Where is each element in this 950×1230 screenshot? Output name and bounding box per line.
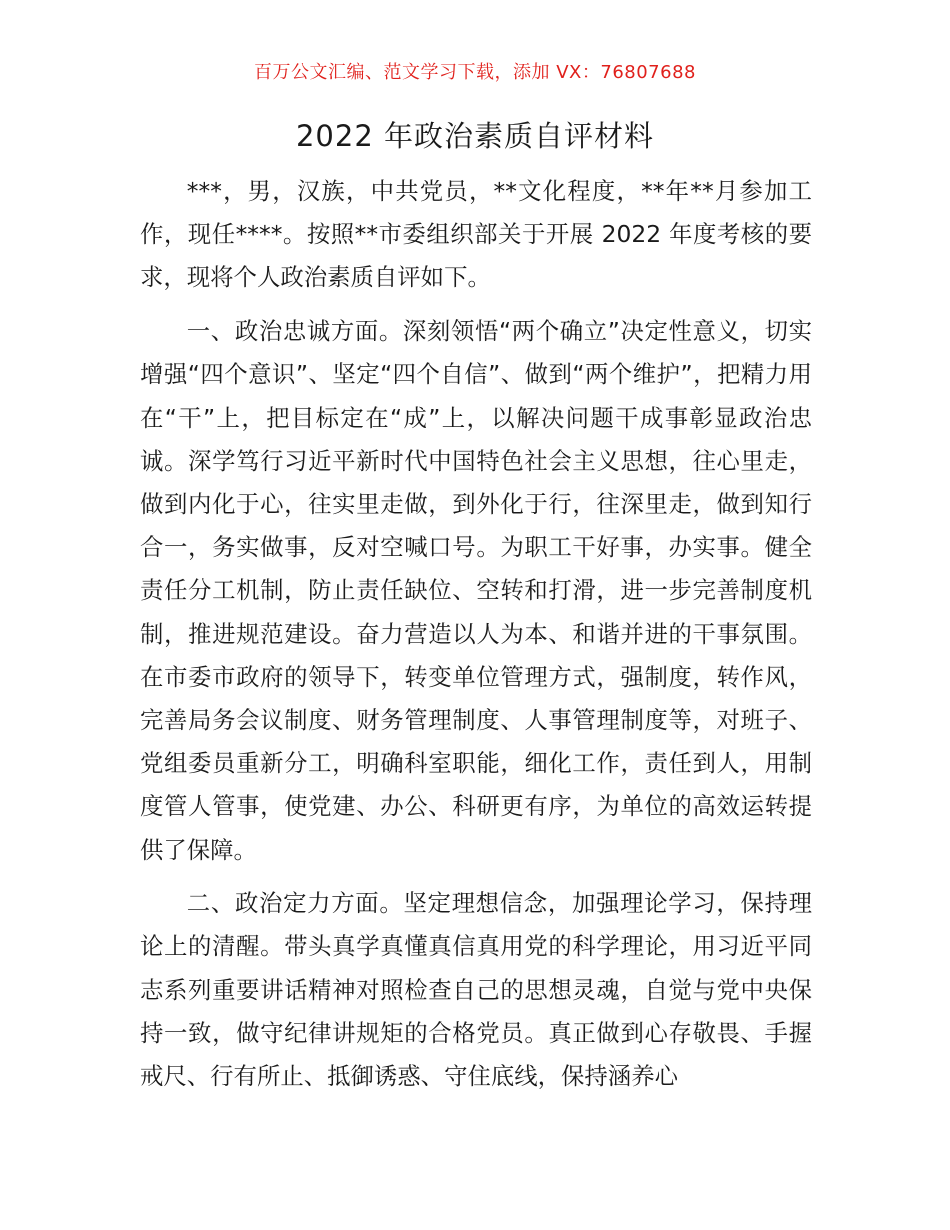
document-title: 2022 年政治素质自评材料 xyxy=(295,119,655,153)
paragraph-political-steadiness: 二、政治定力方面。坚定理想信念，加强理论学习，保持理论上的清醒。带头真学真懂真信真用党的科学理论，用习近平同志系列重要讲话精神对照检查自己的思想灵魂，自觉与党中央保持一致，做守纪律讲规矩的合格党员。真正做到心存敬畏、手握戒尺、行有所止、抵御诱惑、守住底线，保持涵养心 xyxy=(140,889,812,1091)
document-body xyxy=(140,170,812,1109)
watermark-header: 百万公文汇编、范文学习下载，添加 VX：76807688 xyxy=(254,62,696,83)
paragraph-intro: ***，男，汉族，中共党员，**文化程度，**年**月参加工作，现任****。按照**市委组织部关于开展 2022 年度考核的要求，现将个人政治素质自评如下。 xyxy=(140,177,812,292)
paragraph-political-loyalty: 一、政治忠诚方面。深刻领悟“两个确立”决定性意义，切实增强“四个意识”、坚定“四个自信”、做到“两个维护”，把精力用在“干”上，把目标定在“成”上，以解决问题干成事彰显政治忠诚。深学笃行习近平新时代中国特色社会主义思想，往心里走，做到内化于心，往实里走做，到外化于行，往深里走，做到知行合一，务实做事，反对空喊口号。为职工干好事，办实事。健全责任分工机制，防止责任缺位、空转和打滑，进一步完善制度机制，推进规范建设。奋力营造以人为本、和谐并进的干事氛围。在市委市政府的领导下，转变单位管理方式，强制度，转作风，完善局务会议制度、财务管理制度、人事管理制度等，对班子、党组委员重新分工，明确科室职能，细化工作，责任到人，用制度管人管事，使党建、办公、科研更有序，为单位的高效运转提供了保障。 xyxy=(140,317,812,864)
